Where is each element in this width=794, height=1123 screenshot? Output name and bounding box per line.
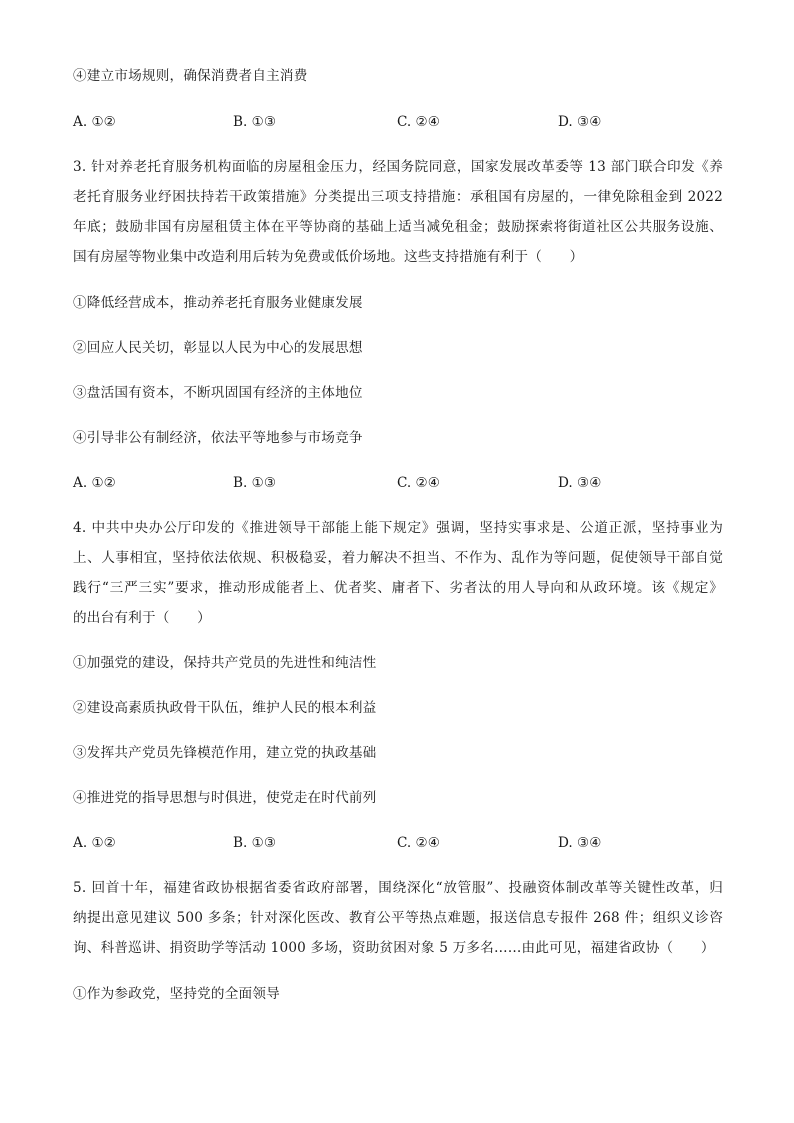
q3-statement-1: ①降低经营成本，推动养老托育服务业健康发展 (73, 295, 363, 311)
q4-statement-3: ③发挥共产党员先锋模范作用，建立党的执政基础 (73, 745, 377, 761)
q3-option-d: D. ③④ (558, 475, 602, 491)
q4-statement-2: ②建设高素质执政骨干队伍，维护人民的根本利益 (73, 700, 377, 716)
q2-statement-4: ④建立市场规则，确保消费者自主消费 (73, 68, 308, 84)
q5-stem-line: 5. 回首十年，福建省政协根据省委省政府部署，围绕深化“放管服”、投融资体制改革等关键性改革，归 (73, 880, 723, 896)
q4-option-a: A. ①② (73, 835, 116, 851)
q4-stem-line: 4. 中共中央办公厅印发的《推进领导干部能上能下规定》强调，坚持实事求是、公道正派，坚持事业为 (73, 520, 723, 536)
q2-option-b: B. ①③ (233, 114, 277, 130)
q4-option-c: C. ②④ (397, 835, 440, 851)
q4-statement-1: ①加强党的建设，保持共产党员的先进性和纯洁性 (73, 655, 377, 671)
q3-stem-line: 老托育服务业纾困扶持若干政策措施》分类提出三项支持措施：承租国有房屋的，一律免除租金到 2022 (73, 189, 723, 205)
q3-option-b: B. ①③ (233, 475, 277, 491)
q3-option-a: A. ①② (73, 475, 116, 491)
q4-statement-4: ④推进党的指导思想与时俱进，使党走在时代前列 (73, 790, 377, 806)
q4-option-b: B. ①③ (233, 835, 277, 851)
q4-stem-line: 上、人事相宜，坚持依法依规、积极稳妥，着力解决不担当、不作为、乱作为等问题，促使领导干部自觉 (73, 550, 723, 566)
q3-statement-4: ④引导非公有制经济，依法平等地参与市场竞争 (73, 430, 363, 446)
q3-stem-line: 国有房屋等物业集中改造利用后转为免费或低价场地。这些支持措施有利于（ ） (73, 249, 584, 265)
q4-stem-line: 践行“三严三实”要求，推动形成能者上、优者奖、庸者下、劣者汰的用人导向和从政环境。该《规定》 (73, 580, 723, 596)
q3-stem-line: 3. 针对养老托育服务机构面临的房屋租金压力，经国务院同意，国家发展改革委等 13 部门联合印发《养 (73, 159, 723, 175)
q4-option-d: D. ③④ (558, 835, 602, 851)
q5-stem-line: 询、科普巡讲、捐资助学等活动 1000 多场，资助贫困对象 5 万多名……由此可见，福建省政协（ ） (73, 940, 715, 956)
q2-option-d: D. ③④ (558, 114, 602, 130)
q5-statement-1: ①作为参政党，坚持党的全面领导 (73, 986, 280, 1002)
q4-stem-line: 的出台有利于（ ） (73, 610, 211, 626)
q3-option-c: C. ②④ (397, 475, 440, 491)
q2-option-c: C. ②④ (397, 114, 440, 130)
q3-stem-line: 年底；鼓励非国有房屋租赁主体在平等协商的基础上适当减免租金；鼓励探索将街道社区公共服务设施、 (73, 219, 723, 235)
q3-statement-3: ③盘活国有资本，不断巩固国有经济的主体地位 (73, 385, 363, 401)
q2-option-a: A. ①② (73, 114, 116, 130)
q5-stem-line: 纳提出意见建议 500 多条；针对深化医改、教育公平等热点难题，报送信息专报件 268 件；组织义诊咨 (73, 910, 723, 926)
q3-statement-2: ②回应人民关切，彰显以人民为中心的发展思想 (73, 340, 363, 356)
